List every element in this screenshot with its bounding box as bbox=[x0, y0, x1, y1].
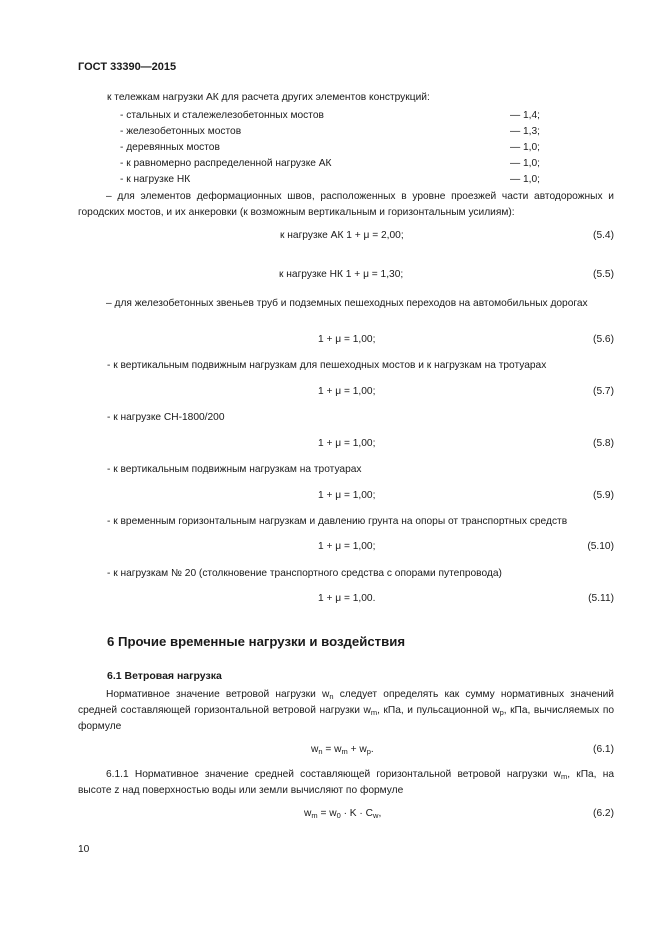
paragraph-pipes: – для железобетонных звеньев труб и подземных пешеходных переходов на автомобильных дорогах bbox=[106, 298, 588, 309]
formula-5-7 bbox=[78, 384, 614, 400]
formula-number: (5.6) bbox=[593, 334, 614, 345]
formula-5-5 bbox=[78, 267, 614, 283]
bogie-item-value: — 1,0; bbox=[510, 142, 541, 153]
formula-expression: к нагрузке НК 1 + μ = 1,30; bbox=[279, 269, 404, 280]
paragraph-sidewalks: - к вертикальным подвижным нагрузкам на тротуарах bbox=[107, 464, 362, 475]
formula-number: (5.10) bbox=[587, 541, 614, 552]
formula-expression: $w_n = w_m + w_p$. bbox=[311, 744, 374, 756]
paragraph-wind-normative: Нормативное значение ветровой нагрузки $w_n$ следует определять как сумму нормативных значений средней составляющей горизонтальной ветровой нагрузки $w_m$, кПа, и пульсационной $w_p$, кПа, вычисляемых по формуле bbox=[78, 689, 614, 732]
formula-number: (5.9) bbox=[593, 490, 614, 501]
paragraph-joints: – для элементов деформационных швов, расположенных в уровне проезжей части автодорожных и городских мостов, и их анкеровки (к возможным вертикальным и горизонтальным усилиям): bbox=[78, 191, 614, 218]
formula-expression: 1 + μ = 1,00. bbox=[318, 593, 376, 604]
formula-number: (5.7) bbox=[593, 386, 614, 397]
formula-5-11 bbox=[78, 591, 614, 607]
bogie-item-label: - железобетонных мостов bbox=[120, 126, 242, 137]
formula-expression: 1 + μ = 1,00; bbox=[318, 334, 376, 345]
formula-number: (5.4) bbox=[593, 230, 614, 241]
formula-expression: 1 + μ = 1,00; bbox=[318, 438, 376, 449]
formula-expression: 1 + μ = 1,00; bbox=[318, 490, 376, 501]
document-header: ГОСТ 33390—2015 bbox=[78, 61, 177, 73]
bogie-item-label: - к нагрузке НК bbox=[120, 174, 191, 185]
bogie-item-value: — 1,0; bbox=[510, 174, 541, 185]
formula-5-9 bbox=[78, 488, 614, 504]
formula-5-10 bbox=[78, 539, 614, 555]
formula-number: (6.2) bbox=[593, 808, 614, 819]
formula-number: (5.11) bbox=[588, 593, 614, 604]
section-6-1-title: 6.1 Ветровая нагрузка bbox=[107, 670, 222, 682]
formula-expression: 1 + μ = 1,00; bbox=[318, 541, 376, 552]
bogie-item-label: - деревянных мостов bbox=[120, 142, 220, 153]
section-6-title: 6 Прочие временные нагрузки и воздействия bbox=[107, 634, 406, 649]
intro-bogies: к тележкам нагрузки АК для расчета других элементов конструкций: bbox=[107, 92, 430, 103]
formula-6-1 bbox=[78, 742, 614, 758]
formula-expression: 1 + μ = 1,00; bbox=[318, 386, 376, 397]
paragraph-ch1800: - к нагрузке СН-1800/200 bbox=[107, 412, 225, 423]
page-number: 10 bbox=[78, 844, 90, 855]
formula-5-6 bbox=[78, 332, 614, 348]
paragraph-no20: - к нагрузкам № 20 (столкновение транспортного средства с опорами путепровода) bbox=[107, 568, 502, 579]
bogie-item-value: — 1,3; bbox=[510, 126, 541, 137]
bogie-item-value: — 1,4; bbox=[510, 110, 541, 121]
formula-number: (6.1) bbox=[593, 744, 614, 755]
formula-expression: к нагрузке АК 1 + μ = 2,00; bbox=[280, 230, 404, 241]
formula-expression: $w_m = w_0 \cdot K \cdot C_w$, bbox=[304, 808, 382, 820]
formula-5-8 bbox=[78, 436, 614, 452]
bogie-item-value: — 1,0; bbox=[510, 158, 541, 169]
formula-number: (5.5) bbox=[593, 269, 614, 280]
paragraph-pedestrian: - к вертикальным подвижным нагрузкам для пешеходных мостов и к нагрузкам на тротуарах bbox=[107, 360, 547, 371]
bogie-item-label: - стальных и сталежелезобетонных мостов bbox=[120, 110, 324, 121]
formula-6-2 bbox=[78, 806, 614, 822]
paragraph-horizontal: - к временным горизонтальным нагрузкам и давлению грунта на опоры от транспортных средств bbox=[107, 516, 568, 527]
formula-5-4 bbox=[78, 228, 614, 244]
formula-number: (5.8) bbox=[593, 438, 614, 449]
paragraph-6-1-1: 6.1.1 Нормативное значение средней составляющей горизонтальной ветровой нагрузки $w_m$, кПа, на высоте z над поверхностью воды или земли вычисляют по формуле bbox=[78, 769, 614, 796]
bogie-item-label: - к равномерно распределенной нагрузке АК bbox=[120, 158, 332, 169]
